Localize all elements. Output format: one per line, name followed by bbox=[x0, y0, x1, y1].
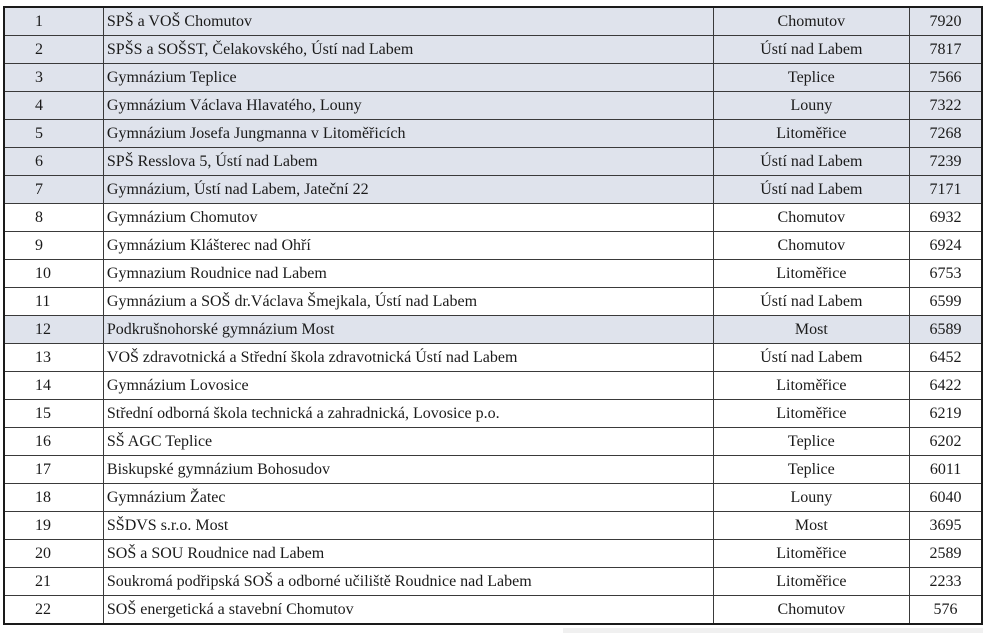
table-row bbox=[4, 176, 982, 204]
score-cell: 6219 bbox=[910, 400, 982, 428]
district-cell: Litoměřice bbox=[713, 260, 909, 288]
school-name-cell: Gymnázium Josefa Jungmanna v Litoměřicích bbox=[103, 120, 713, 148]
score-cell: 6932 bbox=[910, 204, 982, 232]
table-row bbox=[4, 512, 982, 540]
district-cell: Litoměřice bbox=[713, 400, 909, 428]
bottom-strip bbox=[563, 628, 983, 633]
school-name-cell: SŠ AGC Teplice bbox=[103, 428, 713, 456]
results-table-wrapper bbox=[3, 6, 983, 625]
rank-cell: 22 bbox=[4, 596, 103, 625]
table-row bbox=[4, 148, 982, 176]
district-cell: Teplice bbox=[713, 456, 909, 484]
rank-cell: 18 bbox=[4, 484, 103, 512]
district-cell: Most bbox=[713, 316, 909, 344]
table-row bbox=[4, 288, 982, 316]
rank-cell: 20 bbox=[4, 540, 103, 568]
rank-cell: 16 bbox=[4, 428, 103, 456]
score-cell: 7239 bbox=[910, 148, 982, 176]
district-cell: Louny bbox=[713, 484, 909, 512]
school-name-cell: Gymnázium Klášterec nad Ohří bbox=[103, 232, 713, 260]
score-cell: 6924 bbox=[910, 232, 982, 260]
school-name-cell: Soukromá podřipská SOŠ a odborné učiliště Roudnice nad Labem bbox=[103, 568, 713, 596]
table-row bbox=[4, 428, 982, 456]
district-cell: Litoměřice bbox=[713, 120, 909, 148]
school-name-cell: VOŠ zdravotnická a Střední škola zdravotnická Ústí nad Labem bbox=[103, 344, 713, 372]
school-name-cell: Podkrušnohorské gymnázium Most bbox=[103, 316, 713, 344]
table-row bbox=[4, 92, 982, 120]
table-row bbox=[4, 484, 982, 512]
score-cell: 6589 bbox=[910, 316, 982, 344]
table-row bbox=[4, 120, 982, 148]
score-cell: 6202 bbox=[910, 428, 982, 456]
table-row bbox=[4, 64, 982, 92]
rank-cell: 8 bbox=[4, 204, 103, 232]
rank-cell: 14 bbox=[4, 372, 103, 400]
table-row bbox=[4, 456, 982, 484]
school-name-cell: Gymnázium Chomutov bbox=[103, 204, 713, 232]
school-name-cell: Gymnazium Roudnice nad Labem bbox=[103, 260, 713, 288]
table-row bbox=[4, 540, 982, 568]
school-name-cell: SOŠ a SOU Roudnice nad Labem bbox=[103, 540, 713, 568]
score-cell: 576 bbox=[910, 596, 982, 625]
rank-cell: 13 bbox=[4, 344, 103, 372]
table-row bbox=[4, 568, 982, 596]
school-name-cell: Gymnázium Teplice bbox=[103, 64, 713, 92]
district-cell: Chomutov bbox=[713, 232, 909, 260]
score-cell: 6040 bbox=[910, 484, 982, 512]
score-cell: 2589 bbox=[910, 540, 982, 568]
rank-cell: 17 bbox=[4, 456, 103, 484]
table-row bbox=[4, 344, 982, 372]
district-cell: Chomutov bbox=[713, 596, 909, 625]
score-cell: 7171 bbox=[910, 176, 982, 204]
rank-cell: 15 bbox=[4, 400, 103, 428]
school-name-cell: SPŠS a SOŠST, Čelakovského, Ústí nad Labem bbox=[103, 36, 713, 64]
score-cell: 6599 bbox=[910, 288, 982, 316]
score-cell: 2233 bbox=[910, 568, 982, 596]
school-name-cell: SPŠ Resslova 5, Ústí nad Labem bbox=[103, 148, 713, 176]
rank-cell: 19 bbox=[4, 512, 103, 540]
district-cell: Ústí nad Labem bbox=[713, 344, 909, 372]
district-cell: Ústí nad Labem bbox=[713, 148, 909, 176]
table-row bbox=[4, 372, 982, 400]
district-cell: Ústí nad Labem bbox=[713, 176, 909, 204]
district-cell: Ústí nad Labem bbox=[713, 288, 909, 316]
rank-cell: 11 bbox=[4, 288, 103, 316]
rank-cell: 5 bbox=[4, 120, 103, 148]
school-name-cell: Gymnázium a SOŠ dr.Václava Šmejkala, Ústí nad Labem bbox=[103, 288, 713, 316]
rank-cell: 1 bbox=[4, 7, 103, 36]
school-ranking-table bbox=[3, 6, 983, 625]
table-row bbox=[4, 36, 982, 64]
district-cell: Teplice bbox=[713, 428, 909, 456]
table-row bbox=[4, 400, 982, 428]
score-cell: 6011 bbox=[910, 456, 982, 484]
school-name-cell: Biskupské gymnázium Bohosudov bbox=[103, 456, 713, 484]
score-cell: 7322 bbox=[910, 92, 982, 120]
rank-cell: 4 bbox=[4, 92, 103, 120]
district-cell: Teplice bbox=[713, 64, 909, 92]
school-name-cell: Gymnázium Václava Hlavatého, Louny bbox=[103, 92, 713, 120]
table-row bbox=[4, 596, 982, 625]
district-cell: Ústí nad Labem bbox=[713, 36, 909, 64]
score-cell: 6422 bbox=[910, 372, 982, 400]
table-row bbox=[4, 232, 982, 260]
school-name-cell: Gymnázium Lovosice bbox=[103, 372, 713, 400]
rank-cell: 12 bbox=[4, 316, 103, 344]
district-cell: Litoměřice bbox=[713, 540, 909, 568]
score-cell: 7566 bbox=[910, 64, 982, 92]
score-cell: 7268 bbox=[910, 120, 982, 148]
rank-cell: 9 bbox=[4, 232, 103, 260]
district-cell: Chomutov bbox=[713, 204, 909, 232]
district-cell: Chomutov bbox=[713, 7, 909, 36]
score-cell: 7817 bbox=[910, 36, 982, 64]
score-cell: 3695 bbox=[910, 512, 982, 540]
school-name-cell: SŠDVS s.r.o. Most bbox=[103, 512, 713, 540]
score-cell: 6753 bbox=[910, 260, 982, 288]
rank-cell: 7 bbox=[4, 176, 103, 204]
table-body bbox=[4, 7, 982, 624]
school-name-cell: SPŠ a VOŠ Chomutov bbox=[103, 7, 713, 36]
score-cell: 6452 bbox=[910, 344, 982, 372]
rank-cell: 21 bbox=[4, 568, 103, 596]
table-row bbox=[4, 316, 982, 344]
school-name-cell: Střední odborná škola technická a zahradnická, Lovosice p.o. bbox=[103, 400, 713, 428]
school-name-cell: SOŠ energetická a stavební Chomutov bbox=[103, 596, 713, 625]
school-name-cell: Gymnázium, Ústí nad Labem, Jateční 22 bbox=[103, 176, 713, 204]
school-name-cell: Gymnázium Žatec bbox=[103, 484, 713, 512]
rank-cell: 3 bbox=[4, 64, 103, 92]
rank-cell: 2 bbox=[4, 36, 103, 64]
rank-cell: 6 bbox=[4, 148, 103, 176]
table-row bbox=[4, 204, 982, 232]
district-cell: Louny bbox=[713, 92, 909, 120]
district-cell: Most bbox=[713, 512, 909, 540]
table-row bbox=[4, 7, 982, 36]
table-row bbox=[4, 260, 982, 288]
district-cell: Litoměřice bbox=[713, 372, 909, 400]
score-cell: 7920 bbox=[910, 7, 982, 36]
rank-cell: 10 bbox=[4, 260, 103, 288]
district-cell: Litoměřice bbox=[713, 568, 909, 596]
